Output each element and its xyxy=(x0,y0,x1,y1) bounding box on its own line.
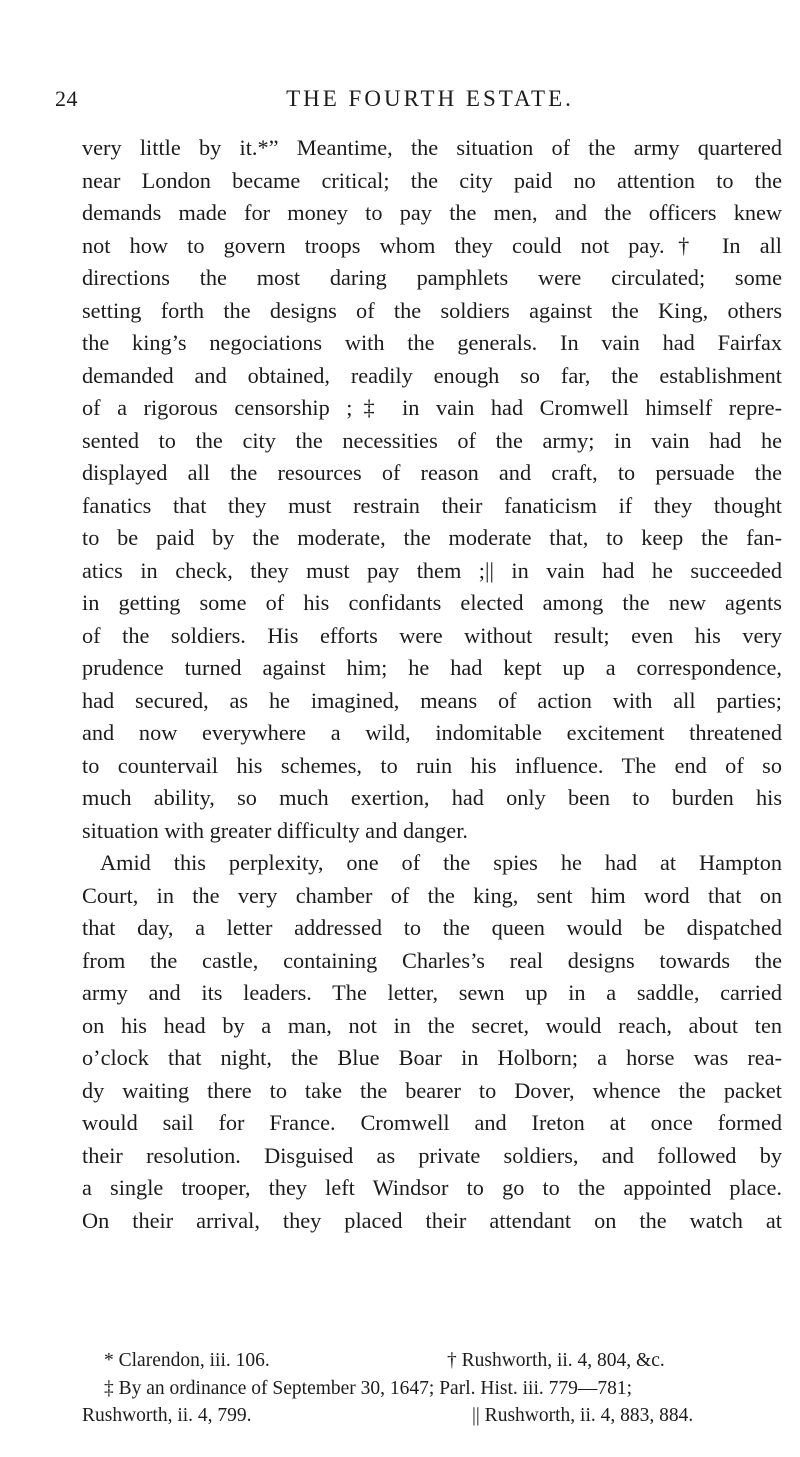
text-line: displayed all the resources of reason and craft, to persuade the xyxy=(82,460,782,485)
footnotes xyxy=(82,1347,782,1430)
footnote-rushworth-804: † Rushworth, ii. 4, 804, &c. xyxy=(447,1350,665,1371)
text-line: setting forth the designs of the soldiers against the King, others xyxy=(82,297,782,323)
text-line: sented to the city the necessities of the army; in vain had he xyxy=(82,427,782,453)
text-line: prudence turned against him; he had kept up a correspondence, xyxy=(82,655,782,680)
text-line: would sail for France. Cromwell and Ireton at once formed xyxy=(82,1110,782,1135)
text-line: in getting some of his confidants elected among the new agents xyxy=(82,590,782,615)
text-line: had secured, as he imagined, means of action with all parties; xyxy=(82,687,782,713)
text-line: On their arrival, they placed their attendant on the watch at xyxy=(82,1207,782,1233)
text-line: of the soldiers. His efforts were without result; even his very xyxy=(82,622,782,648)
footnote-rushworth-799: Rushworth, ii. 4, 799. xyxy=(82,1405,252,1426)
text-line: demanded and obtained, readily enough so far, the establishment xyxy=(82,362,782,388)
text-line: army and its leaders. The letter, sewn up in a saddle, carried xyxy=(82,980,782,1005)
footnote-clarendon: * Clarendon, iii. 106. xyxy=(104,1350,270,1371)
running-head xyxy=(55,86,785,114)
text-line: o’clock that night, the Blue Boar in Holborn; a horse was rea- xyxy=(82,1045,782,1070)
footnote-row xyxy=(82,1347,782,1375)
text-line: a single trooper, they left Windsor to go to the appointed place. xyxy=(82,1175,782,1200)
footnote-ordinance: ‡ By an ordinance of September 30, 1647; Parl. Hist. iii. 779—781; xyxy=(104,1377,633,1399)
text-line: to countervail his schemes, to ruin his influence. The end of so xyxy=(82,752,782,778)
text-line: and now everywhere a wild, indomitable excitement threatened xyxy=(82,720,782,745)
text-line: demands made for money to pay the men, and the officers knew xyxy=(82,200,782,225)
text-line: directions the most daring pamphlets were circulated; some xyxy=(82,265,782,290)
text-line: much ability, so much exertion, had only been to burden his xyxy=(82,785,782,810)
footnote-row xyxy=(82,1402,782,1430)
footnote-row xyxy=(82,1375,782,1403)
text-line: their resolution. Disguised as private soldiers, and followed by xyxy=(82,1142,782,1168)
text-line: dy waiting there to take the bearer to Dover, whence the packet xyxy=(82,1077,782,1103)
text-line: of a rigorous censorship ;‡ in vain had Cromwell himself repre- xyxy=(82,395,782,420)
text-line: near London became critical; the city paid no attention to the xyxy=(82,167,782,193)
text-line: that day, a letter addressed to the queen would be dispatched xyxy=(82,915,782,940)
text-line: Court, in the very chamber of the king, sent him word that on xyxy=(82,882,782,908)
paragraph-start-line: Amid this perplexity, one of the spies he had at Hampton xyxy=(100,850,782,875)
page-number: 24 xyxy=(55,86,78,111)
text-line: to be paid by the moderate, the moderate that, to keep the fan- xyxy=(82,525,782,550)
text-line: from the castle, containing Charles’s real designs towards the xyxy=(82,947,782,973)
page-title: THE FOURTH ESTATE. xyxy=(286,86,574,111)
text-line: atics in check, they must pay them ;|| in vain had he succeeded xyxy=(82,557,782,583)
text-line: fanatics that they must restrain their fanaticism if they thought xyxy=(82,492,782,518)
paragraph-end-line: situation with greater difficulty and danger. xyxy=(82,817,468,843)
footnote-rushworth-883: || Rushworth, ii. 4, 883, 884. xyxy=(472,1405,694,1426)
text-line: not how to govern troops whom they could not pay.† In all xyxy=(82,232,782,258)
body-text xyxy=(82,132,782,1237)
text-line: very little by it.*” Meantime, the situation of the army quartered xyxy=(82,135,782,160)
text-line: on his head by a man, not in the secret, would reach, about ten xyxy=(82,1012,782,1038)
text-line: the king’s negociations with the generals. In vain had Fairfax xyxy=(82,330,782,355)
